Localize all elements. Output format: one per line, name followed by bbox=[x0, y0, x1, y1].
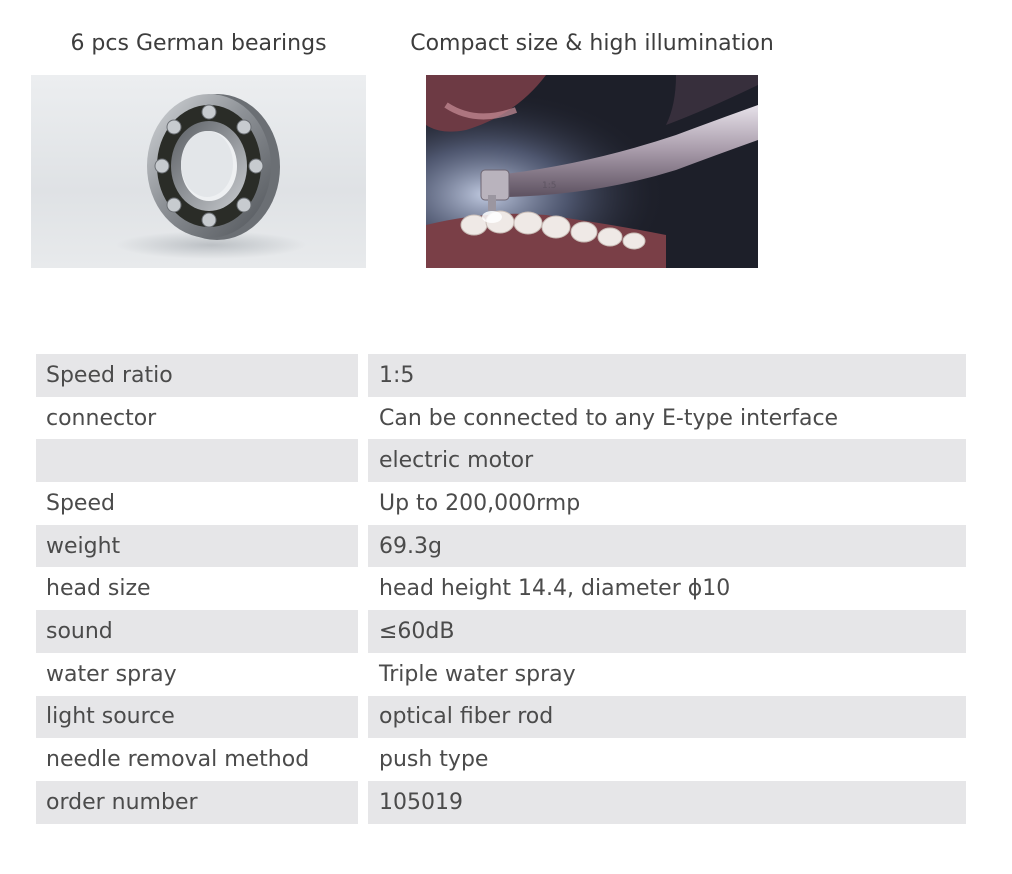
spec-key: order number bbox=[36, 781, 358, 824]
feature-caption-bearings: 6 pcs German bearings bbox=[70, 31, 327, 56]
table-row bbox=[36, 397, 966, 440]
handpiece-ratio-marking: 1:5 bbox=[542, 181, 557, 191]
table-row bbox=[36, 653, 966, 696]
spec-key: sound bbox=[36, 610, 358, 653]
table-row bbox=[36, 525, 966, 568]
spec-key: water spray bbox=[46, 661, 177, 687]
feature-caption-illumination: Compact size & high illumination bbox=[410, 31, 774, 56]
table-row bbox=[36, 439, 966, 482]
spec-key: weight bbox=[36, 525, 358, 568]
table-row bbox=[36, 610, 966, 653]
spec-value: Up to 200,000rmp bbox=[379, 490, 581, 516]
dental-handpiece-photo bbox=[426, 75, 758, 268]
table-row bbox=[36, 696, 966, 739]
table-row bbox=[36, 567, 966, 610]
spec-key: needle removal method bbox=[46, 747, 310, 773]
spec-value: Can be connected to any E-type interface bbox=[379, 405, 839, 431]
ball-bearing-photo bbox=[31, 75, 366, 268]
table-row bbox=[36, 738, 966, 781]
spec-value: 69.3g bbox=[368, 525, 966, 568]
spec-key: connector bbox=[46, 405, 157, 431]
spec-value: optical fiber rod bbox=[368, 696, 966, 739]
specification-table bbox=[36, 354, 966, 824]
table-row bbox=[36, 354, 966, 397]
spec-value: push type bbox=[379, 747, 489, 773]
spec-key: Speed bbox=[46, 490, 115, 516]
spec-value: 105019 bbox=[368, 781, 966, 824]
spec-value: Triple water spray bbox=[379, 661, 576, 687]
spec-value: electric motor bbox=[368, 439, 966, 482]
spec-value: ≤60dB bbox=[368, 610, 966, 653]
spec-key bbox=[36, 439, 358, 482]
spec-key: head size bbox=[46, 576, 151, 602]
spec-value: head height 14.4, diameter ϕ10 bbox=[379, 576, 731, 602]
spec-key: Speed ratio bbox=[36, 354, 358, 397]
spec-key: light source bbox=[36, 696, 358, 739]
spec-value: 1:5 bbox=[368, 354, 966, 397]
table-row bbox=[36, 781, 966, 824]
table-row bbox=[36, 482, 966, 525]
